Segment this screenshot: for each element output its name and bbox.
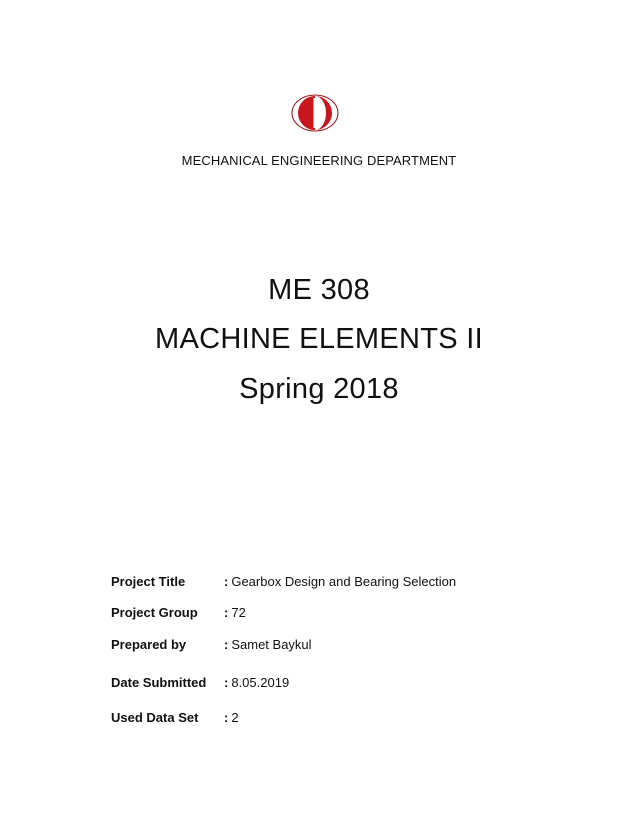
- info-label: Prepared by: [111, 637, 187, 652]
- course-code: ME 308: [268, 274, 370, 306]
- info-value: Gearbox Design and Bearing Selection: [231, 574, 457, 589]
- info-label: Used Data Set: [111, 710, 199, 725]
- info-value: 8.05.2019: [231, 675, 290, 690]
- info-label: Date Submitted: [111, 675, 207, 690]
- logo-center-bar: [314, 98, 317, 128]
- info-separator: :: [224, 605, 229, 620]
- info-separator: :: [224, 710, 229, 725]
- info-label: Project Group: [111, 605, 198, 620]
- logo-red-left-half: [298, 96, 315, 130]
- info-separator: :: [224, 574, 229, 589]
- info-value: 2: [231, 710, 239, 725]
- university-logo: [291, 94, 339, 132]
- info-label: Project Title: [111, 574, 186, 589]
- course-name: MACHINE ELEMENTS II: [155, 323, 483, 355]
- info-value: 72: [231, 605, 246, 620]
- info-value: Samet Baykul: [231, 637, 312, 652]
- info-separator: :: [224, 637, 229, 652]
- course-term: Spring 2018: [239, 373, 399, 405]
- logo-red-right-crescent: [315, 96, 332, 130]
- info-separator: :: [224, 675, 229, 690]
- department-title: MECHANICAL ENGINEERING DEPARTMENT: [181, 153, 457, 168]
